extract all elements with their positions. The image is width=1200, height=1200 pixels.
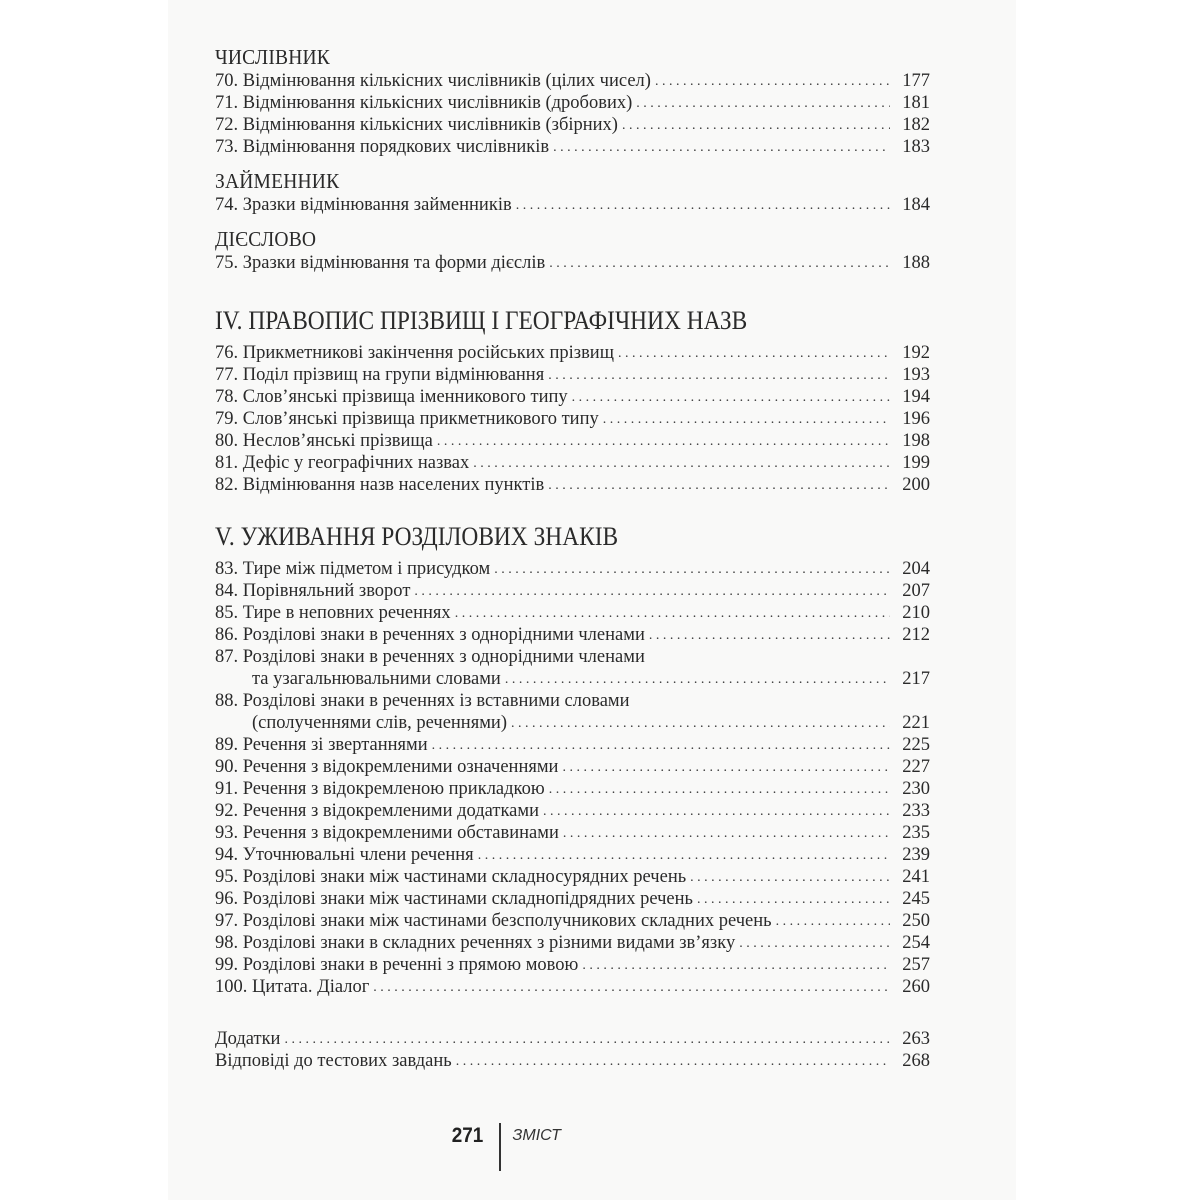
entry-title: 70. Відмінювання кількісних числівників (цілих чисел) bbox=[215, 71, 651, 91]
running-head: ЗМІСТ bbox=[512, 1127, 561, 1144]
entry-page: 221 bbox=[902, 713, 930, 733]
entry-page: 225 bbox=[902, 735, 930, 755]
footer-divider bbox=[499, 1123, 501, 1171]
entry-title: 82. Відмінювання назв населених пунктів bbox=[215, 475, 545, 495]
page-number: 271 bbox=[451, 1124, 484, 1147]
leader-dots bbox=[414, 579, 890, 603]
toc-entry[interactable] bbox=[215, 364, 930, 386]
leader-dots bbox=[437, 429, 890, 453]
leader-dots bbox=[516, 193, 890, 217]
entry-title: 71. Відмінювання кількісних числівників (дробових) bbox=[215, 93, 633, 113]
entry-page: 181 bbox=[902, 93, 930, 113]
entry-page: 212 bbox=[902, 625, 930, 645]
leader-dots bbox=[553, 135, 890, 159]
entry-page: 193 bbox=[902, 365, 930, 385]
entry-page: 183 bbox=[902, 137, 930, 157]
part-heading: IV. ПРАВОПИС ПРІЗВИЩ І ГЕОГРАФІЧНИХ НАЗВ bbox=[215, 306, 748, 335]
entry-page: 207 bbox=[902, 581, 930, 601]
entry-title: 89. Речення зі звертаннями bbox=[215, 735, 428, 755]
leader-dots bbox=[373, 975, 890, 999]
entry-title: 100. Цитата. Діалог bbox=[215, 977, 370, 997]
entry-page: 196 bbox=[902, 409, 930, 429]
leader-dots bbox=[473, 451, 890, 475]
toc-entry[interactable] bbox=[215, 474, 930, 496]
entry-title: 74. Зразки відмінювання займенників bbox=[215, 195, 512, 215]
toc-entry[interactable] bbox=[215, 844, 930, 866]
leader-dots bbox=[618, 341, 890, 365]
entry-page: 188 bbox=[902, 253, 930, 273]
entry-title-continuation: (сполученнями слів, реченнями) bbox=[252, 713, 507, 733]
spacer bbox=[215, 496, 930, 522]
entry-page: 268 bbox=[902, 1051, 930, 1071]
toc-entry[interactable] bbox=[215, 866, 930, 888]
toc-entry[interactable] bbox=[215, 342, 930, 364]
entry-page: 250 bbox=[902, 911, 930, 931]
leader-dots bbox=[478, 843, 890, 867]
entry-title: 72. Відмінювання кількісних числівників (збірних) bbox=[215, 115, 618, 135]
leader-dots bbox=[572, 385, 890, 409]
page-footer bbox=[450, 1123, 561, 1173]
entry-title: 92. Речення з відокремленими додатками bbox=[215, 801, 539, 821]
entry-title: 83. Тире між підметом і присудком bbox=[215, 559, 491, 579]
entry-page: 192 bbox=[902, 343, 930, 363]
leader-dots bbox=[456, 1049, 890, 1073]
toc-entry[interactable] bbox=[215, 252, 930, 274]
entry-title-continuation: та узагальнювальними словами bbox=[252, 669, 501, 689]
table-of-contents bbox=[215, 44, 930, 1072]
entry-page: 260 bbox=[902, 977, 930, 997]
entry-title: 91. Речення з відокремленою прикладкою bbox=[215, 779, 545, 799]
entry-title: 88. Розділові знаки в реченнях із вставними словами bbox=[215, 691, 630, 711]
leader-dots bbox=[549, 777, 890, 801]
toc-entry[interactable] bbox=[215, 976, 930, 998]
toc-entry[interactable] bbox=[215, 734, 930, 756]
toc-entry[interactable] bbox=[215, 756, 930, 778]
toc-entry-first-line[interactable] bbox=[215, 690, 930, 712]
entry-page: 257 bbox=[902, 955, 930, 975]
toc-entry[interactable] bbox=[215, 778, 930, 800]
section-heading: ДІЄСЛОВО bbox=[215, 227, 317, 251]
entry-page: 210 bbox=[902, 603, 930, 623]
toc-entry[interactable] bbox=[215, 1050, 930, 1072]
entry-page: 241 bbox=[902, 867, 930, 887]
toc-entry[interactable] bbox=[215, 92, 930, 114]
entry-title: 99. Розділові знаки в реченні з прямою мовою bbox=[215, 955, 579, 975]
leader-dots bbox=[563, 821, 890, 845]
entry-title: 76. Прикметникові закінчення російських прізвищ bbox=[215, 343, 614, 363]
entry-page: 217 bbox=[902, 669, 930, 689]
toc-entry[interactable] bbox=[215, 580, 930, 602]
entry-page: 227 bbox=[902, 757, 930, 777]
entry-page: 200 bbox=[902, 475, 930, 495]
leader-dots bbox=[511, 711, 890, 735]
toc-entry[interactable] bbox=[215, 624, 930, 646]
toc-entry[interactable] bbox=[215, 114, 930, 136]
entry-page: 198 bbox=[902, 431, 930, 451]
entry-page: 235 bbox=[902, 823, 930, 843]
leader-dots bbox=[432, 733, 890, 757]
spacer bbox=[215, 274, 930, 306]
toc-entry[interactable] bbox=[215, 70, 930, 92]
spacer bbox=[215, 158, 930, 168]
entry-title: 93. Речення з відокремленими обставинами bbox=[215, 823, 559, 843]
entry-page: 199 bbox=[902, 453, 930, 473]
entry-title: 75. Зразки відмінювання та форми дієслів bbox=[215, 253, 546, 273]
leader-dots bbox=[655, 69, 890, 93]
entry-title: 73. Відмінювання порядкових числівників bbox=[215, 137, 550, 157]
entry-title: 98. Розділові знаки в складних реченнях з різними видами зв’язку bbox=[215, 933, 736, 953]
entry-page: 177 bbox=[902, 71, 930, 91]
toc-entry[interactable] bbox=[215, 822, 930, 844]
toc-entry[interactable] bbox=[215, 136, 930, 158]
toc-entry-continuation[interactable] bbox=[215, 668, 930, 690]
entry-title: 90. Речення з відокремленими означеннями bbox=[215, 757, 559, 777]
leader-dots bbox=[697, 887, 890, 911]
entry-page: 245 bbox=[902, 889, 930, 909]
entry-page: 230 bbox=[902, 779, 930, 799]
toc-entry[interactable] bbox=[215, 954, 930, 976]
entry-title: 96. Розділові знаки між частинами складнопідрядних речень bbox=[215, 889, 693, 909]
entry-title: 95. Розділові знаки між частинами складносурядних речень bbox=[215, 867, 687, 887]
leader-dots bbox=[505, 667, 890, 691]
toc-entry[interactable] bbox=[215, 888, 930, 910]
leader-dots bbox=[603, 407, 890, 431]
leader-dots bbox=[548, 363, 890, 387]
leader-dots bbox=[455, 601, 890, 625]
entry-page: 184 bbox=[902, 195, 930, 215]
entry-title: 84. Порівняльний зворот bbox=[215, 581, 411, 601]
leader-dots bbox=[549, 251, 890, 275]
entry-page: 204 bbox=[902, 559, 930, 579]
entry-page: 239 bbox=[902, 845, 930, 865]
entry-title: 85. Тире в неповних реченнях bbox=[215, 603, 451, 623]
toc-entry[interactable] bbox=[215, 932, 930, 954]
leader-dots bbox=[562, 755, 890, 779]
toc-entry[interactable] bbox=[215, 800, 930, 822]
leader-dots bbox=[739, 931, 890, 955]
entry-title: 79. Слов’янські прізвища прикметникового типу bbox=[215, 409, 599, 429]
section-heading: ЧИСЛІВНИК bbox=[215, 45, 331, 69]
leader-dots bbox=[494, 557, 890, 581]
leader-dots bbox=[284, 1027, 890, 1051]
entry-page: 182 bbox=[902, 115, 930, 135]
leader-dots bbox=[776, 909, 890, 933]
leader-dots bbox=[548, 473, 890, 497]
toc-entry-first-line[interactable] bbox=[215, 646, 930, 668]
entry-title: 87. Розділові знаки в реченнях з однорідними членами bbox=[215, 647, 645, 667]
entry-page: 233 bbox=[902, 801, 930, 821]
toc-entry-continuation[interactable] bbox=[215, 712, 930, 734]
toc-entry[interactable] bbox=[215, 1028, 930, 1050]
entry-title: 80. Неслов’янські прізвища bbox=[215, 431, 433, 451]
leader-dots bbox=[543, 799, 890, 823]
spacer bbox=[215, 998, 930, 1028]
toc-entry[interactable] bbox=[215, 558, 930, 580]
spacer bbox=[215, 216, 930, 226]
toc-entry[interactable] bbox=[215, 602, 930, 624]
leader-dots bbox=[582, 953, 890, 977]
toc-entry[interactable] bbox=[215, 452, 930, 474]
entry-page: 263 bbox=[902, 1029, 930, 1049]
entry-page: 194 bbox=[902, 387, 930, 407]
entry-title: Відповіді до тестових завдань bbox=[215, 1051, 452, 1071]
toc-entry[interactable] bbox=[215, 194, 930, 216]
entry-title: 86. Розділові знаки в реченнях з однорідними членами bbox=[215, 625, 645, 645]
toc-entry[interactable] bbox=[215, 430, 930, 452]
entry-title: Додатки bbox=[215, 1029, 281, 1049]
toc-entry[interactable] bbox=[215, 910, 930, 932]
entry-title: 78. Слов’янські прізвища іменникового типу bbox=[215, 387, 568, 407]
entry-title: 97. Розділові знаки між частинами безсполучникових складних речень bbox=[215, 911, 772, 931]
leader-dots bbox=[690, 865, 890, 889]
entry-page: 254 bbox=[902, 933, 930, 953]
entry-title: 81. Дефіс у географічних назвах bbox=[215, 453, 470, 473]
leader-dots bbox=[622, 113, 890, 137]
part-heading: V. УЖИВАННЯ РОЗДІЛОВИХ ЗНАКІВ bbox=[215, 522, 619, 551]
toc-entry[interactable] bbox=[215, 408, 930, 430]
leader-dots bbox=[636, 91, 890, 115]
toc-entry[interactable] bbox=[215, 386, 930, 408]
entry-title: 77. Поділ прізвищ на групи відмінювання bbox=[215, 365, 545, 385]
section-heading: ЗАЙМЕННИК bbox=[215, 169, 340, 193]
leader-dots bbox=[649, 623, 890, 647]
entry-title: 94. Уточнювальні члени речення bbox=[215, 845, 474, 865]
